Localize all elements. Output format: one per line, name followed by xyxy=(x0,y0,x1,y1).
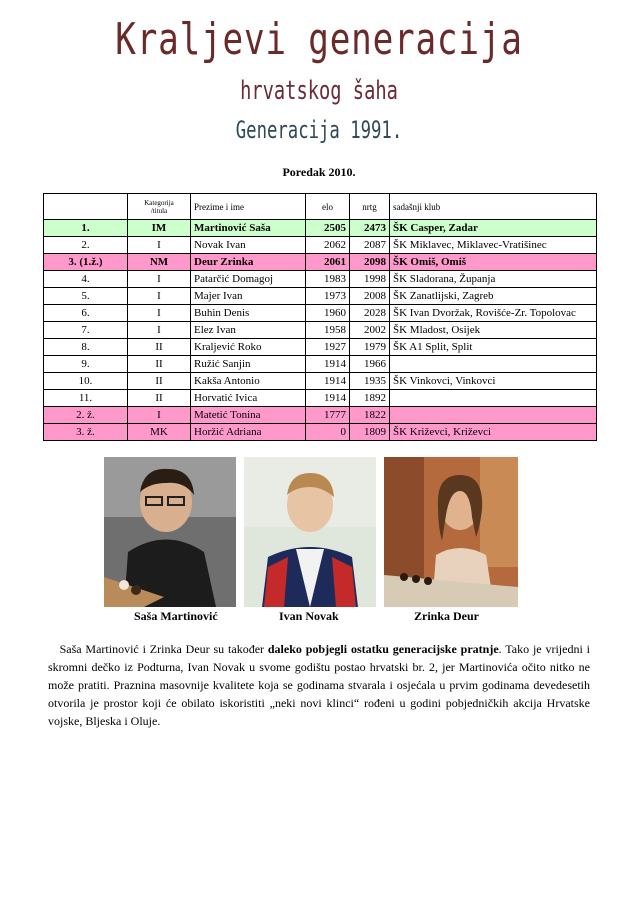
cell-name: Patarčić Domagoj xyxy=(191,271,306,288)
cell-club: ŠK Križevci, Križevci xyxy=(390,424,597,441)
header-category-line1: Kategorija xyxy=(144,198,174,207)
cell-pos: 9. xyxy=(44,356,128,373)
cell-elo: 2505 xyxy=(306,220,350,237)
cell-cat: I xyxy=(128,237,191,254)
cell-cat: IM xyxy=(128,220,191,237)
cell-elo: 1914 xyxy=(306,390,350,407)
cell-nrtg: 1979 xyxy=(350,339,390,356)
caption-sasa-martinovic: Saša Martinović xyxy=(134,609,218,623)
cell-nrtg: 1998 xyxy=(350,271,390,288)
cell-club xyxy=(390,407,597,424)
cell-elo: 0 xyxy=(306,424,350,441)
cell-nrtg: 2002 xyxy=(350,322,390,339)
cell-club: ŠK Casper, Zadar xyxy=(390,220,597,237)
cell-cat: I xyxy=(128,407,191,424)
cell-elo: 1958 xyxy=(306,322,350,339)
table-row xyxy=(44,305,597,322)
cell-cat: I xyxy=(128,305,191,322)
table-row xyxy=(44,271,597,288)
cell-name: Majer Ivan xyxy=(191,288,306,305)
photo-sasa-martinovic xyxy=(104,457,236,607)
cell-nrtg: 2087 xyxy=(350,237,390,254)
header-name: Prezime i ime xyxy=(191,194,306,220)
cell-nrtg: 1892 xyxy=(350,390,390,407)
cell-club: ŠK Mladost, Osijek xyxy=(390,322,597,339)
cell-elo: 2061 xyxy=(306,254,350,271)
cell-pos: 7. xyxy=(44,322,128,339)
cell-elo: 2062 xyxy=(306,237,350,254)
ranking-table-body xyxy=(44,220,597,441)
cell-nrtg: 2098 xyxy=(350,254,390,271)
cell-cat: II xyxy=(128,339,191,356)
paragraph-text-a: Saša Martinović i Zrinka Deur su također xyxy=(59,642,268,656)
paragraph-text-b: . Tako je vrijedni i skromni dečko iz Podturna, Ivan Novak u svome godištu postao hrvatski br. 2, jer Martinovića očito nitko ne može pratiti. Praznina masovnije kvalitete koja se godinama stvarala i osjećala u prvim godinama devedesetih otvorila je prostor koji će obilato iskoristiti „neki novi klinci“ rođeni u godini pobjedničkih akcija Hrvatske vojske, Bljeska i Oluje. xyxy=(48,642,590,728)
cell-cat: NM xyxy=(128,254,191,271)
table-row xyxy=(44,339,597,356)
table-header-row xyxy=(44,194,597,220)
cell-pos: 8. xyxy=(44,339,128,356)
cell-pos: 3. ž. xyxy=(44,424,128,441)
cell-name: Kraljević Roko xyxy=(191,339,306,356)
ranking-table xyxy=(43,193,597,441)
cell-club: ŠK Zanatlijski, Zagreb xyxy=(390,288,597,305)
header-elo: elo xyxy=(306,194,350,220)
cell-nrtg: 2008 xyxy=(350,288,390,305)
cell-club: ŠK Ivan Dvoržak, Rovišće-Zr. Topolovac xyxy=(390,305,597,322)
header-category-line2: /titula xyxy=(150,206,168,215)
cell-pos: 6. xyxy=(44,305,128,322)
cell-name: Horvatić Ivica xyxy=(191,390,306,407)
cell-cat: II xyxy=(128,373,191,390)
page-subtitle: hrvatskog šaha xyxy=(240,76,398,106)
cell-club xyxy=(390,390,597,407)
paragraph-text-bold: daleko pobjegli ostatku generacijske pratnje xyxy=(267,642,499,656)
cell-pos: 2. xyxy=(44,237,128,254)
cell-cat: I xyxy=(128,288,191,305)
table-row xyxy=(44,322,597,339)
cell-pos: 10. xyxy=(44,373,128,390)
page-title: Kraljevi generacija xyxy=(115,14,523,65)
caption-ivan-novak: Ivan Novak xyxy=(279,609,339,623)
table-row xyxy=(44,424,597,441)
cell-elo: 1973 xyxy=(306,288,350,305)
table-row xyxy=(44,254,597,271)
header-club: sadašnji klub xyxy=(390,194,597,220)
cell-club: ŠK Omiš, Omiš xyxy=(390,254,597,271)
cell-nrtg: 1822 xyxy=(350,407,390,424)
cell-nrtg: 2473 xyxy=(350,220,390,237)
table-row xyxy=(44,390,597,407)
cell-name: Horžić Adriana xyxy=(191,424,306,441)
photo-zrinka-deur xyxy=(384,457,518,607)
cell-cat: I xyxy=(128,271,191,288)
cell-name: Martinović Saša xyxy=(191,220,306,237)
table-row xyxy=(44,407,597,424)
cell-club: ŠK A1 Split, Split xyxy=(390,339,597,356)
cell-name: Novak Ivan xyxy=(191,237,306,254)
cell-nrtg: 1809 xyxy=(350,424,390,441)
cell-elo: 1914 xyxy=(306,356,350,373)
generation-heading: Generacija 1991. xyxy=(235,116,403,144)
cell-elo: 1927 xyxy=(306,339,350,356)
cell-cat: II xyxy=(128,356,191,373)
cell-pos: 3. (1.ž.) xyxy=(44,254,128,271)
cell-name: Ružić Sanjin xyxy=(191,356,306,373)
header-nrtg: nrtg xyxy=(350,194,390,220)
cell-club: ŠK Miklavec, Miklavec-Vratišinec xyxy=(390,237,597,254)
cell-cat: II xyxy=(128,390,191,407)
cell-nrtg: 1966 xyxy=(350,356,390,373)
header-position xyxy=(44,194,128,220)
cell-nrtg: 1935 xyxy=(350,373,390,390)
caption-zrinka-deur: Zrinka Deur xyxy=(414,609,480,623)
cell-pos: 4. xyxy=(44,271,128,288)
cell-elo: 1960 xyxy=(306,305,350,322)
cell-name: Buhin Denis xyxy=(191,305,306,322)
cell-elo: 1914 xyxy=(306,373,350,390)
cell-club: ŠK Sladorana, Županja xyxy=(390,271,597,288)
ranking-label: Poredak 2010. xyxy=(282,165,356,179)
cell-club xyxy=(390,356,597,373)
photo-ivan-novak xyxy=(244,457,376,607)
cell-elo: 1983 xyxy=(306,271,350,288)
table-row xyxy=(44,220,597,237)
cell-elo: 1777 xyxy=(306,407,350,424)
article-paragraph xyxy=(48,640,590,730)
cell-cat: MK xyxy=(128,424,191,441)
table-row xyxy=(44,288,597,305)
cell-pos: 5. xyxy=(44,288,128,305)
cell-name: Deur Zrinka xyxy=(191,254,306,271)
cell-club: ŠK Vinkovci, Vinkovci xyxy=(390,373,597,390)
cell-name: Elez Ivan xyxy=(191,322,306,339)
cell-cat: I xyxy=(128,322,191,339)
table-row xyxy=(44,237,597,254)
cell-pos: 1. xyxy=(44,220,128,237)
header-category xyxy=(128,194,191,220)
cell-pos: 2. ž. xyxy=(44,407,128,424)
cell-nrtg: 2028 xyxy=(350,305,390,322)
table-row xyxy=(44,373,597,390)
cell-pos: 11. xyxy=(44,390,128,407)
table-row xyxy=(44,356,597,373)
cell-name: Matetić Tonina xyxy=(191,407,306,424)
cell-name: Kakša Antonio xyxy=(191,373,306,390)
